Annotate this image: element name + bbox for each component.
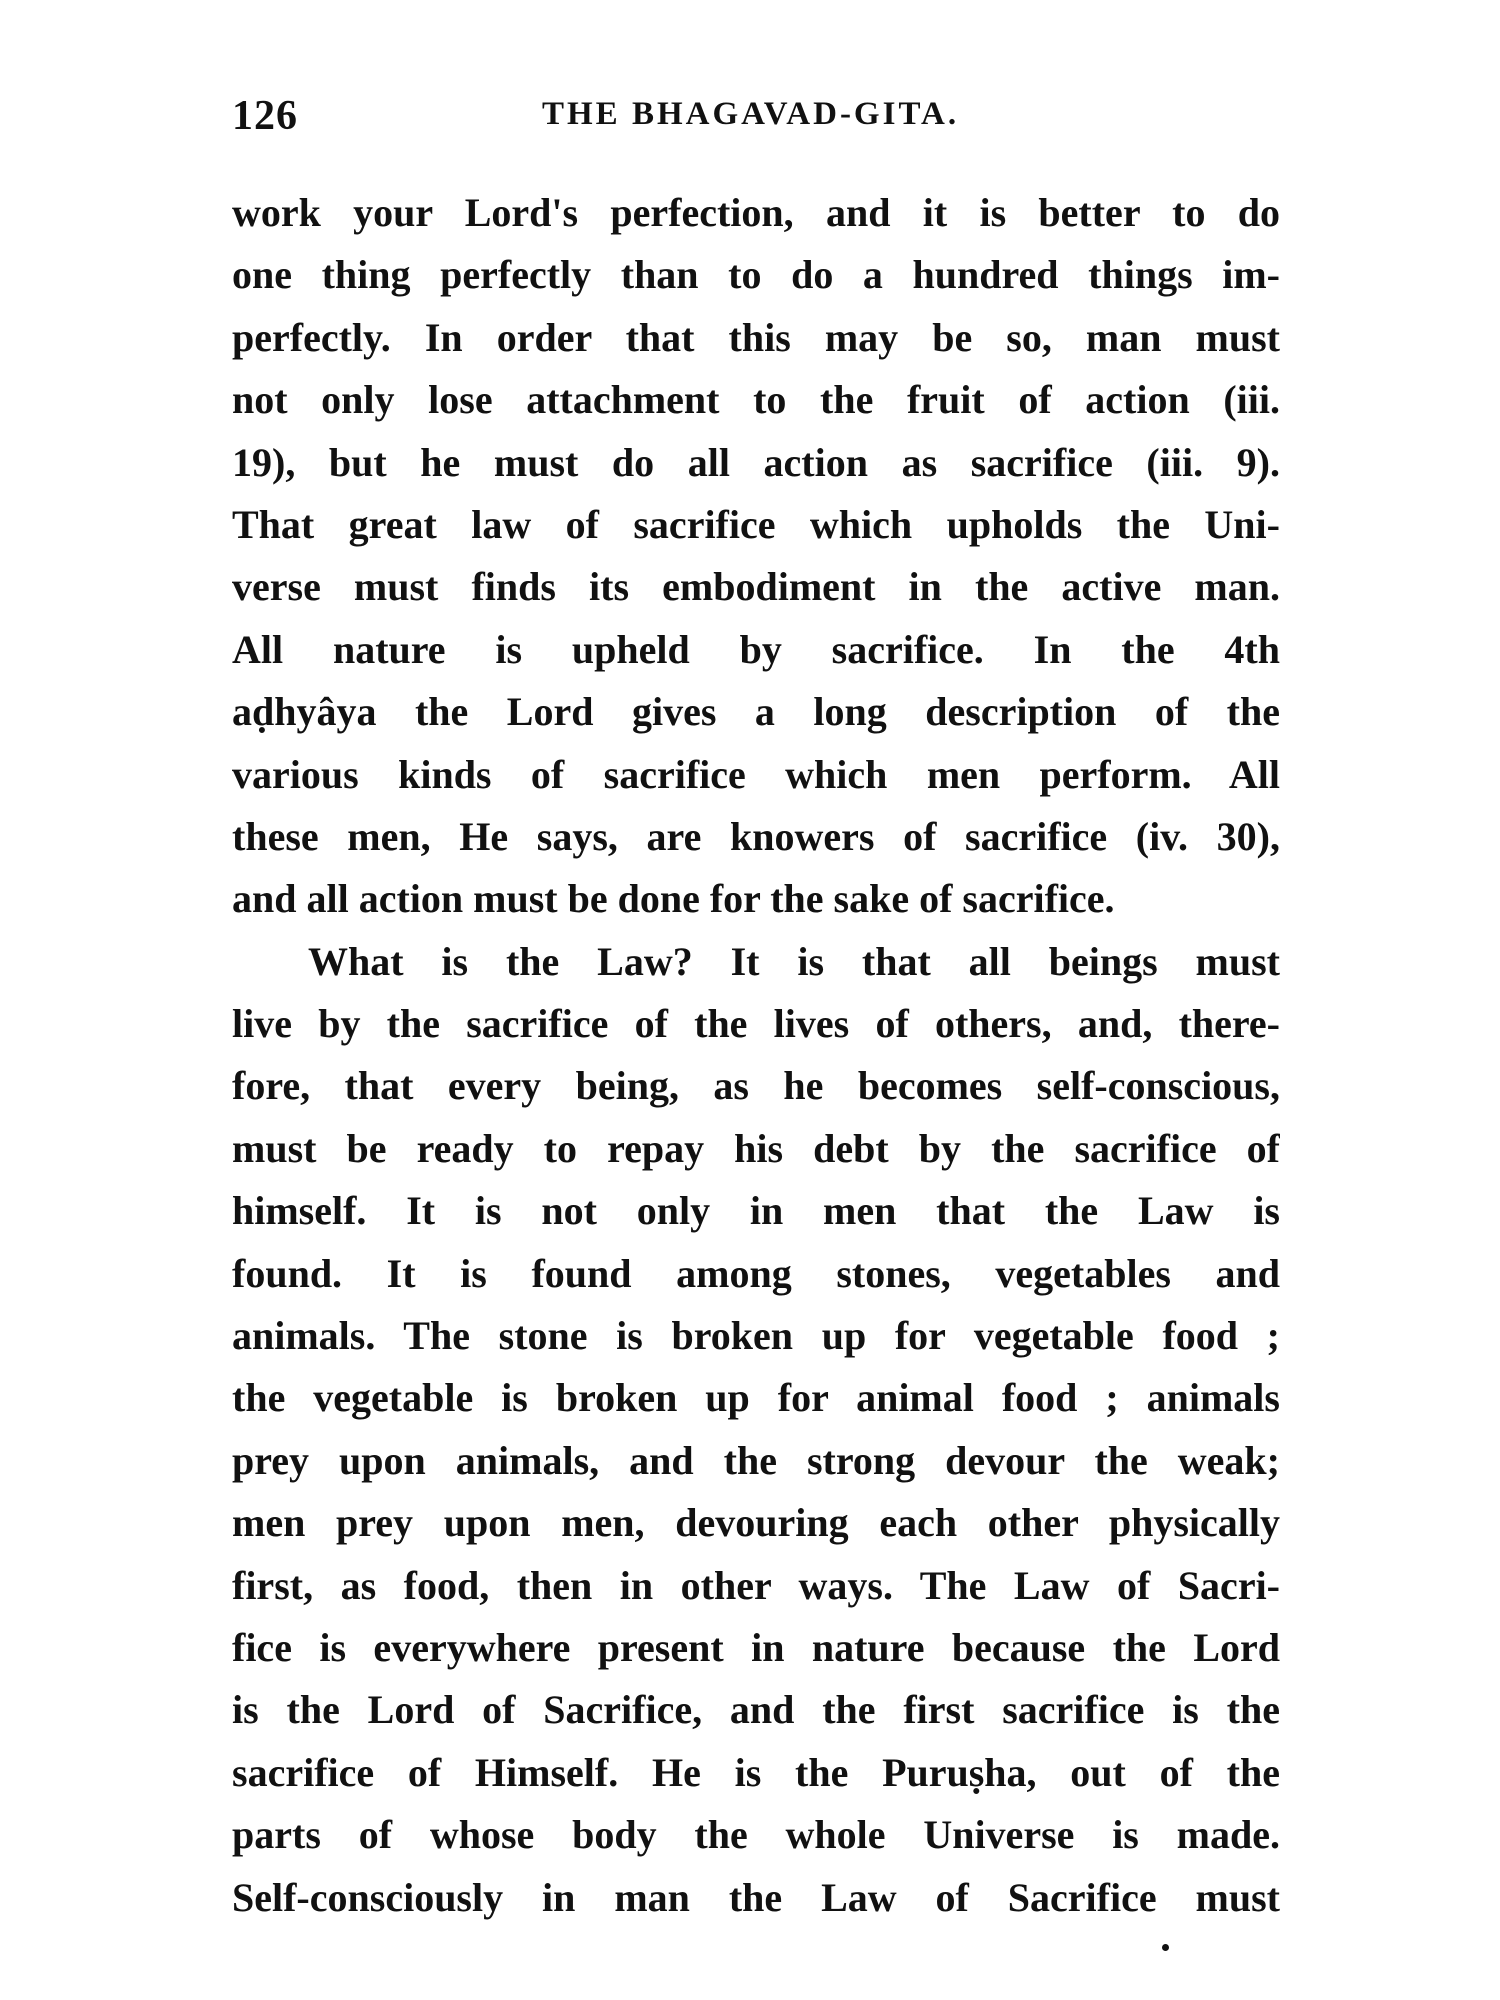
text-line: is the Lord of Sacrifice, and the first sacrifice is the: [232, 1687, 1280, 1733]
text-line: perfectly. In order that this may be so, man must: [232, 314, 1280, 360]
text-line: aḍhyâya the Lord gives a long description of the: [232, 689, 1280, 735]
text-line: not only lose attachment to the fruit of action (iii.: [232, 377, 1280, 423]
text-line: himself. It is not only in men that the Law is: [232, 1188, 1280, 1234]
paragraph: [232, 931, 1280, 1929]
text-line: 19), but he must do all action as sacrifice (iii. 9).: [232, 439, 1280, 485]
text-line: parts of whose body the whole Universe is made.: [232, 1812, 1280, 1858]
printer-dot-mark: [1162, 1944, 1169, 1951]
text-line: What is the Law? It is that all beings must: [308, 938, 1280, 984]
text-line: these men, He says, are knowers of sacrifice (iv. 30),: [232, 813, 1280, 859]
text-line: must be ready to repay his debt by the sacrifice of: [232, 1125, 1280, 1171]
page-number: 126: [232, 93, 298, 139]
text-line: various kinds of sacrifice which men perform. All: [232, 751, 1280, 797]
text-line: fice is everywhere present in nature because the Lord: [232, 1624, 1280, 1670]
text-line: fore, that every being, as he becomes self-conscious,: [232, 1063, 1280, 1109]
body-text: [232, 182, 1280, 1929]
text-line: one thing perfectly than to do a hundred things im-: [232, 252, 1280, 298]
text-line: first, as food, then in other ways. The Law of Sacri-: [232, 1562, 1280, 1608]
text-line: found. It is found among stones, vegetables and: [232, 1250, 1280, 1296]
text-line: work your Lord's perfection, and it is better to do: [232, 190, 1280, 235]
paragraph: [232, 182, 1280, 931]
text-line: sacrifice of Himself. He is the Puruṣha, out of the: [232, 1749, 1280, 1795]
text-line: That great law of sacrifice which upholds the Uni-: [232, 501, 1280, 547]
text-line: animals. The stone is broken up for vegetable food ;: [232, 1313, 1280, 1359]
text-line: men prey upon men, devouring each other physically: [232, 1500, 1280, 1546]
text-line: prey upon animals, and the strong devour the weak;: [232, 1437, 1280, 1483]
text-line: and all action must be done for the sake of sacrifice.: [232, 876, 1115, 922]
page-header: [232, 92, 1302, 148]
text-line: Self-consciously in man the Law of Sacrifice must: [232, 1874, 1280, 1920]
running-title: THE BHAGAVAD-GITA.: [542, 96, 960, 132]
text-line: the vegetable is broken up for animal food ; animals: [232, 1375, 1280, 1421]
text-line: verse must finds its embodiment in the active man.: [232, 564, 1280, 610]
text-line: live by the sacrifice of the lives of others, and, there-: [232, 1001, 1280, 1047]
text-line: All nature is upheld by sacrifice. In the 4th: [232, 626, 1280, 672]
